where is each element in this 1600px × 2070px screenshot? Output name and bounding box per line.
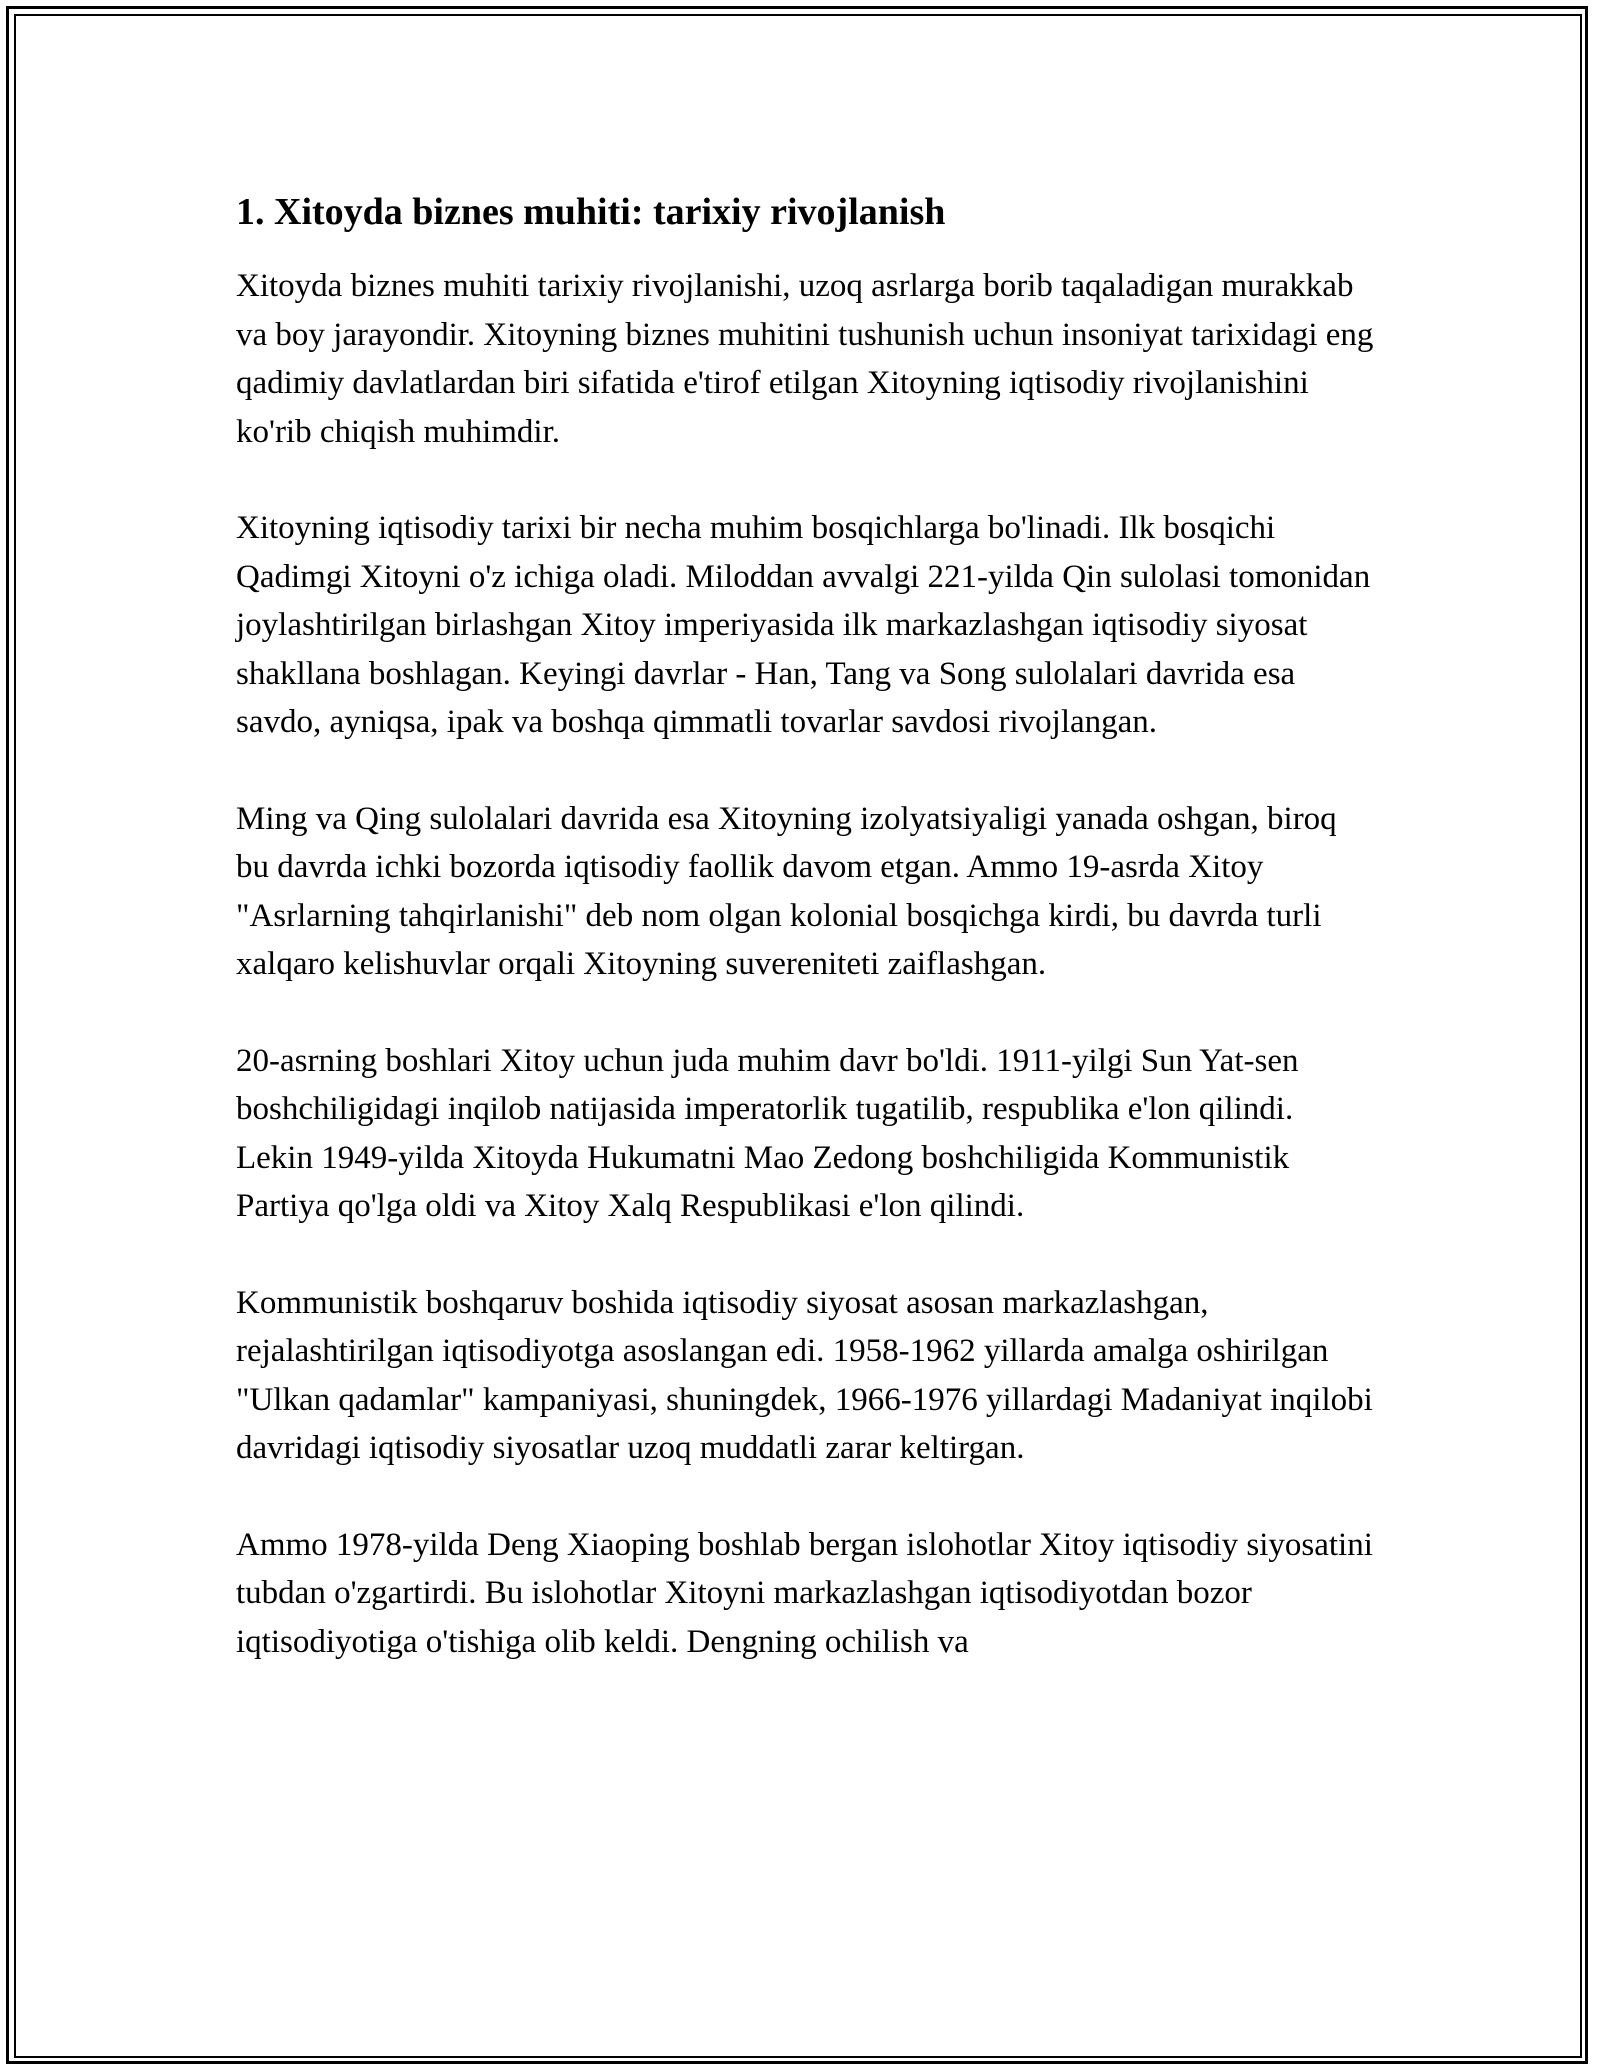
section-heading: 1. Xitoyda biznes muhiti: tarixiy rivojlanish — [236, 191, 946, 233]
document-body — [236, 186, 1376, 1714]
paragraph-2: Xitoyning iqtisodiy tarixi bir necha muhim bosqichlarga bo'linadi. Ilk bosqichi Qadimgi Xitoyni o'z ichiga oladi. Miloddan avvalgi 221-yilda Qin sulolasi tomonidan joylashtirilgan birlashgan Xitoy imperiyasida ilk markazlashgan iqtisodiy siyosat shakllana boshlagan. Keyingi davrlar - Han, Tang va Song sulolalari davrida esa savdo, ayniqsa, ipak va boshqa qimmatli tovarlar savdosi rivojlangan. — [236, 510, 1371, 740]
paragraph-3: Ming va Qing sulolalari davrida esa Xitoyning izolyatsiyaligi yanada oshgan, biroq bu davrda ichki bozorda iqtisodiy faollik davom etgan. Ammo 19-asrda Xitoy "Asrlarning tahqirlanishi" deb nom olgan kolonial bosqichga kirdi, bu davrda turli xalqaro kelishuvlar orqali Xitoyning suvereniteti zaiflashgan. — [236, 800, 1337, 982]
paragraph-6: Ammo 1978-yilda Deng Xiaoping boshlab bergan islohotlar Xitoy iqtisodiy siyosatini tubdan o'zgartirdi. Bu islohotlar Xitoyni markazlashgan iqtisodiyotdan bozor iqtisodiyotiga o'tishiga olib keldi. Dengning ochilish va — [236, 1526, 1373, 1660]
paragraph-4: 20-asrning boshlari Xitoy uchun juda muhim davr bo'ldi. 1911-yilgi Sun Yat-sen boshchiligidagi inqilob natijasida imperatorlik tugatilib, respublika e'lon qilindi. Lekin 1949-yilda Xitoyda Hukumatni Mao Zedong boshchiligida Kommunistik Partiya qo'lga oldi va Xitoy Xalq Respublikasi e'lon qilindi. — [236, 1042, 1299, 1224]
paragraph-1: Xitoyda biznes muhiti tarixiy rivojlanishi, uzoq asrlarga borib taqaladigan murakkab va boy jarayondir. Xitoyning biznes muhitini tushunish uchun insoniyat tarixidagi eng qadimiy davlatlardan biri sifatida e'tirof etilgan Xitoyning iqtisodiy rivojlanishini ko'rib chiqish muhimdir. — [236, 268, 1374, 450]
paragraph-5: Kommunistik boshqaruv boshida iqtisodiy siyosat asosan markazlashgan, rejalashtirilgan iqtisodiyotga asoslangan edi. 1958-1962 yillarda amalga oshirilgan "Ulkan qadamlar" kampaniyasi, shuningdek, 1966-1976 yillardagi Madaniyat inqilobi davridagi iqtisodiy siyosatlar uzoq muddatli zarar keltirgan. — [236, 1284, 1373, 1466]
